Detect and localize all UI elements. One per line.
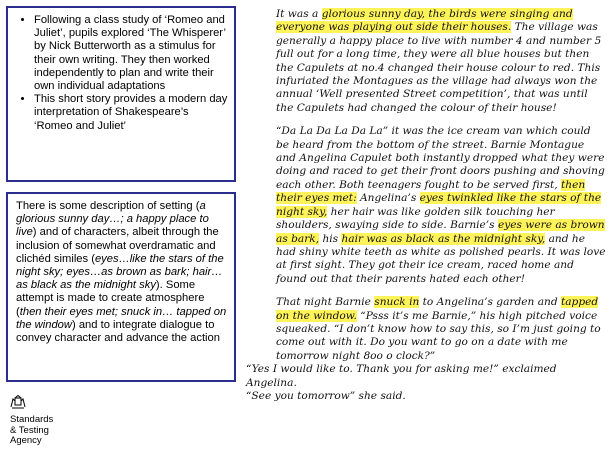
context-bullet-2: • This short story provides a modern day interpretation of Shakespeare’s ‘Romeo and Juliet’ (34, 93, 228, 133)
logo-line-3: Agency (10, 435, 42, 446)
logo-line-1: Standards (10, 414, 54, 425)
commentary-quote-atmosphere: then their eyes met; snuck in… tapped on the window (16, 305, 227, 331)
context-bullet-list (16, 14, 228, 133)
highlight-eyes-met: then their eyes met: (276, 178, 586, 205)
commentary-text-2: ) and of characters, albeit through the inclusion of somewhat overdramatic and clichéd similes ( (16, 226, 219, 265)
highlight-snuck-in: snuck in (374, 296, 420, 309)
commentary-quote-similes: eyes…like the stars of the night sky; eyes…as brown as bark; hair…as black as the midnight sky (16, 252, 224, 292)
context-bullet-1: • Following a class study of ‘Romeo and Juliet’, pupils explored ‘The Whisperer’ by Nick Butterworth as a stimulus for their own writing. They then worked independently to plan and write their own individual adaptations (34, 14, 228, 93)
story-text: his (319, 232, 342, 245)
commentary-text-1: There is some description of setting ( (16, 200, 200, 212)
story-text: her hair was like golden silk touching her shoulders, swaying side to side. Barnie’s (276, 205, 555, 232)
highlight-simile-bark: eyes were as brown as bark, (276, 219, 605, 245)
story-paragraph-1 (246, 8, 606, 115)
story-text: “Da La Da La Da La” it was the ice cream van which could be heard from the bottom of the street. Barnie Montague and Angelina Capulet both instantly dropped what they were doing and raced to get their front doors pushing and shoving each other. Both teenagers fought to be served first, (276, 125, 605, 191)
story-line-farewell: “See you tomorrow” she said. (246, 389, 406, 402)
commentary-text (16, 200, 228, 345)
story-text: Angelina’s (356, 192, 420, 205)
commentary-quote-setting: a glorious sunny day…; a happy place to live (16, 200, 209, 239)
story-text: and he had shiny white teeth as white as polished pearls. It was love at first sight. They got their ice cream, raced home and found out that their parents hated each other! (276, 232, 606, 285)
sta-logo (10, 395, 90, 447)
context-box (6, 6, 236, 182)
commentary-box (6, 192, 236, 382)
story-paragraph-2 (246, 125, 606, 286)
story-text: It was a (276, 8, 322, 20)
story-text: The village was generally a happy place to live with number 4 and number 5 full out for a long time, they were all blue houses but then the Capulets at no.4 changed their house colour to red. This infuriated the Montagues as the village had always won the annual ‘Well presented Street competition’, that was until the Capulets had changed the colour of their house! (276, 21, 602, 114)
royal-crest-icon (10, 395, 26, 409)
story-text: to Angelina’s garden and (419, 296, 561, 309)
highlight-simile-midnight: hair was as black as the midnight sky, (341, 232, 546, 245)
logo-text (10, 415, 90, 447)
highlight-setting: glorious sunny day, the birds were singing and everyone was playing out side their houses. (276, 8, 573, 34)
story-text: That night Barnie (276, 296, 375, 309)
highlight-simile-stars: eyes twinkled like the stars of the night sky, (276, 192, 602, 218)
story-text: “Psss it’s me Barnie,” his high pitched voice squeaked. “I don’t know how to say this, so I’m just going to come out with it. Do you want to go on a date with me tomorrow night 8oo o clock?” (276, 309, 601, 362)
highlight-tapped-window: tapped on the window. (276, 296, 599, 322)
logo-line-2: & Testing (10, 424, 49, 436)
commentary-text-3: ). Some attempt is made to create atmosphere ( (16, 279, 205, 318)
story-line-reply: “Yes I would like to. Thank you for asking me!” exclaimed Angelina. (246, 363, 557, 389)
commentary-text-4: ) and to integrate dialogue to convey character and advance the action (16, 318, 220, 345)
handwritten-story (246, 8, 606, 448)
story-paragraph-3 (246, 296, 606, 363)
